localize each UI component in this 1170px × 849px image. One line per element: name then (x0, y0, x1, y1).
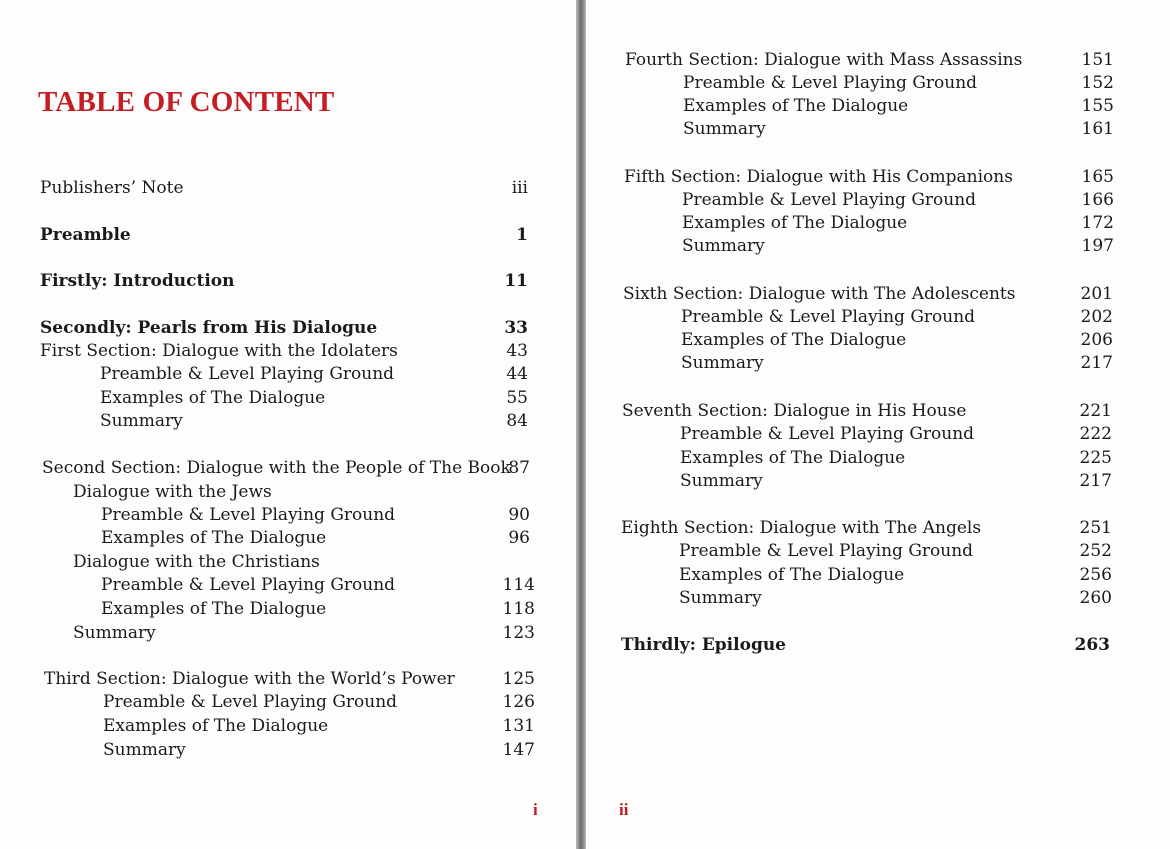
toc-entry-page: 118 (502, 599, 535, 619)
toc-entry-page: 33 (504, 318, 528, 338)
toc-entry-label: Summary (73, 623, 156, 643)
toc-entry-page: 206 (1080, 330, 1113, 350)
toc-entry-page: 147 (502, 740, 535, 760)
toc-entry-label: Preamble & Level Playing Ground (682, 190, 977, 210)
toc-entry-page: 260 (1079, 588, 1112, 608)
toc-entry[interactable] (0, 341, 578, 365)
toc-entry-page: 217 (1079, 471, 1112, 491)
toc-entry-label: Publishers’ Note (40, 178, 184, 198)
toc-entry[interactable] (0, 575, 578, 599)
page-title: TABLE OF CONTENT (38, 86, 335, 118)
toc-entry[interactable] (0, 411, 578, 435)
toc-entry[interactable] (0, 716, 578, 740)
toc-entry-page: 131 (502, 716, 535, 736)
toc-entry-page: 172 (1081, 213, 1114, 233)
toc-entry-label: Preamble & Level Playing Ground (683, 73, 978, 93)
toc-entry-label: First Section: Dialogue with the Idolaters (40, 341, 398, 361)
toc-entry-page: iii (511, 178, 528, 198)
toc-entry[interactable] (586, 565, 1170, 589)
toc-entry-page: 152 (1081, 73, 1114, 93)
toc-entry[interactable] (0, 178, 578, 202)
toc-entry-page: 252 (1079, 541, 1112, 561)
toc-entry[interactable] (586, 213, 1170, 237)
toc-entry[interactable] (586, 635, 1170, 659)
toc-entry-page: 87 (508, 458, 530, 478)
toc-entry[interactable] (586, 330, 1170, 354)
toc-entry-label: Third Section: Dialogue with the World’s Power (44, 669, 455, 689)
toc-entry-label: Seventh Section: Dialogue in His House (622, 401, 967, 421)
toc-entry-page: 125 (502, 669, 535, 689)
toc-entry-label: Summary (681, 353, 764, 373)
toc-entry-label: Preamble & Level Playing Ground (101, 575, 396, 595)
toc-entry[interactable] (0, 388, 578, 412)
toc-entry-page: 166 (1081, 190, 1114, 210)
toc-entry[interactable] (0, 318, 578, 342)
toc-entry-label: Examples of The Dialogue (103, 716, 329, 736)
right-page (586, 0, 1170, 849)
toc-entry-page: 155 (1081, 96, 1114, 116)
toc-entry[interactable] (586, 284, 1170, 308)
toc-entry-label: Examples of The Dialogue (683, 96, 909, 116)
toc-entry[interactable] (586, 541, 1170, 565)
toc-entry-page: 197 (1081, 236, 1114, 256)
toc-entry-label: Fourth Section: Dialogue with Mass Assassins (625, 50, 1023, 70)
toc-entry-page: 201 (1080, 284, 1113, 304)
toc-entry[interactable] (0, 364, 578, 388)
toc-entry[interactable] (586, 518, 1170, 542)
toc-entry-label: Examples of The Dialogue (680, 448, 906, 468)
toc-entry[interactable] (586, 401, 1170, 425)
toc-entry[interactable] (586, 167, 1170, 191)
toc-entry-label: Preamble & Level Playing Ground (681, 307, 976, 327)
toc-entry-label: Summary (679, 588, 762, 608)
toc-entry-label: Preamble & Level Playing Ground (100, 364, 395, 384)
toc-entry-page: 217 (1080, 353, 1113, 373)
toc-entry-label: Preamble & Level Playing Ground (101, 505, 396, 525)
toc-entry-page: 84 (506, 411, 528, 431)
toc-entry[interactable] (0, 482, 578, 506)
left-page (0, 0, 578, 849)
toc-entry[interactable] (586, 96, 1170, 120)
toc-entry[interactable] (586, 307, 1170, 331)
toc-entry-label: Eighth Section: Dialogue with The Angels (621, 518, 982, 538)
toc-entry-page: 221 (1079, 401, 1112, 421)
toc-entry-label: Summary (683, 119, 766, 139)
toc-entry-page: 55 (506, 388, 528, 408)
toc-entry[interactable] (586, 353, 1170, 377)
toc-entry-page: 1 (516, 225, 528, 245)
toc-entry-page: 126 (502, 692, 535, 712)
toc-entry-page: 151 (1081, 50, 1114, 70)
toc-entry-label: Preamble & Level Playing Ground (103, 692, 398, 712)
toc-entry[interactable] (586, 50, 1170, 74)
toc-entry-label: Examples of The Dialogue (100, 388, 326, 408)
toc-entry-label: Secondly: Pearls from His Dialogue (40, 318, 378, 338)
toc-entry-label: Preamble & Level Playing Ground (680, 424, 975, 444)
toc-entry-label: Summary (103, 740, 186, 760)
toc-entry-page: 11 (504, 271, 528, 291)
page-number: i (533, 800, 538, 819)
toc-entry-label: Dialogue with the Jews (73, 482, 272, 502)
toc-entry-page: 225 (1079, 448, 1112, 468)
toc-entry-page: 202 (1080, 307, 1113, 327)
toc-entry-page: 114 (502, 575, 535, 595)
toc-entry-label: Preamble (40, 225, 131, 245)
toc-entry-label: Second Section: Dialogue with the People of The Book (42, 458, 511, 478)
toc-entry[interactable] (0, 505, 578, 529)
toc-entry-label: Dialogue with the Christians (73, 552, 320, 572)
page-number: ii (619, 800, 629, 819)
toc-entry-label: Preamble & Level Playing Ground (679, 541, 974, 561)
toc-entry-label: Firstly: Introduction (40, 271, 235, 291)
toc-entry-label: Summary (100, 411, 183, 431)
toc-entry-page: 161 (1081, 119, 1114, 139)
toc-entry-page: 256 (1079, 565, 1112, 585)
toc-entry-label: Thirdly: Epilogue (621, 635, 787, 655)
toc-entry-page: 222 (1079, 424, 1112, 444)
toc-entry-page: 44 (506, 364, 528, 384)
toc-entry[interactable] (0, 552, 578, 576)
toc-entry[interactable] (0, 599, 578, 623)
toc-entry-page: 251 (1079, 518, 1112, 538)
toc-entry-label: Sixth Section: Dialogue with The Adolescents (623, 284, 1016, 304)
toc-entry[interactable] (586, 471, 1170, 495)
toc-entry-page: 263 (1074, 635, 1110, 655)
toc-entry-label: Summary (682, 236, 765, 256)
toc-entry-page: 123 (502, 623, 535, 643)
toc-entry[interactable] (0, 623, 578, 647)
toc-entry[interactable] (0, 692, 578, 716)
toc-entry[interactable] (586, 190, 1170, 214)
toc-entry-page: 96 (508, 528, 530, 548)
toc-entry[interactable] (0, 458, 578, 482)
toc-entry-page: 43 (506, 341, 528, 361)
toc-entry[interactable] (0, 271, 578, 295)
toc-entry[interactable] (0, 528, 578, 552)
toc-entry-label: Fifth Section: Dialogue with His Companions (624, 167, 1013, 187)
toc-entry-label: Summary (680, 471, 763, 491)
toc-entry-page: 165 (1081, 167, 1114, 187)
toc-entry-label: Examples of The Dialogue (101, 599, 327, 619)
toc-entry[interactable] (586, 236, 1170, 260)
toc-entry-label: Examples of The Dialogue (679, 565, 905, 585)
toc-entry[interactable] (0, 225, 578, 249)
toc-entry[interactable] (586, 424, 1170, 448)
toc-entry-label: Examples of The Dialogue (101, 528, 327, 548)
toc-entry-label: Examples of The Dialogue (682, 213, 908, 233)
toc-entry[interactable] (0, 740, 578, 764)
toc-entry-page: 90 (508, 505, 530, 525)
toc-entry[interactable] (0, 669, 578, 693)
toc-entry[interactable] (586, 588, 1170, 612)
toc-entry[interactable] (586, 119, 1170, 143)
toc-entry[interactable] (586, 73, 1170, 97)
toc-entry-label: Examples of The Dialogue (681, 330, 907, 350)
toc-entry[interactable] (586, 448, 1170, 472)
